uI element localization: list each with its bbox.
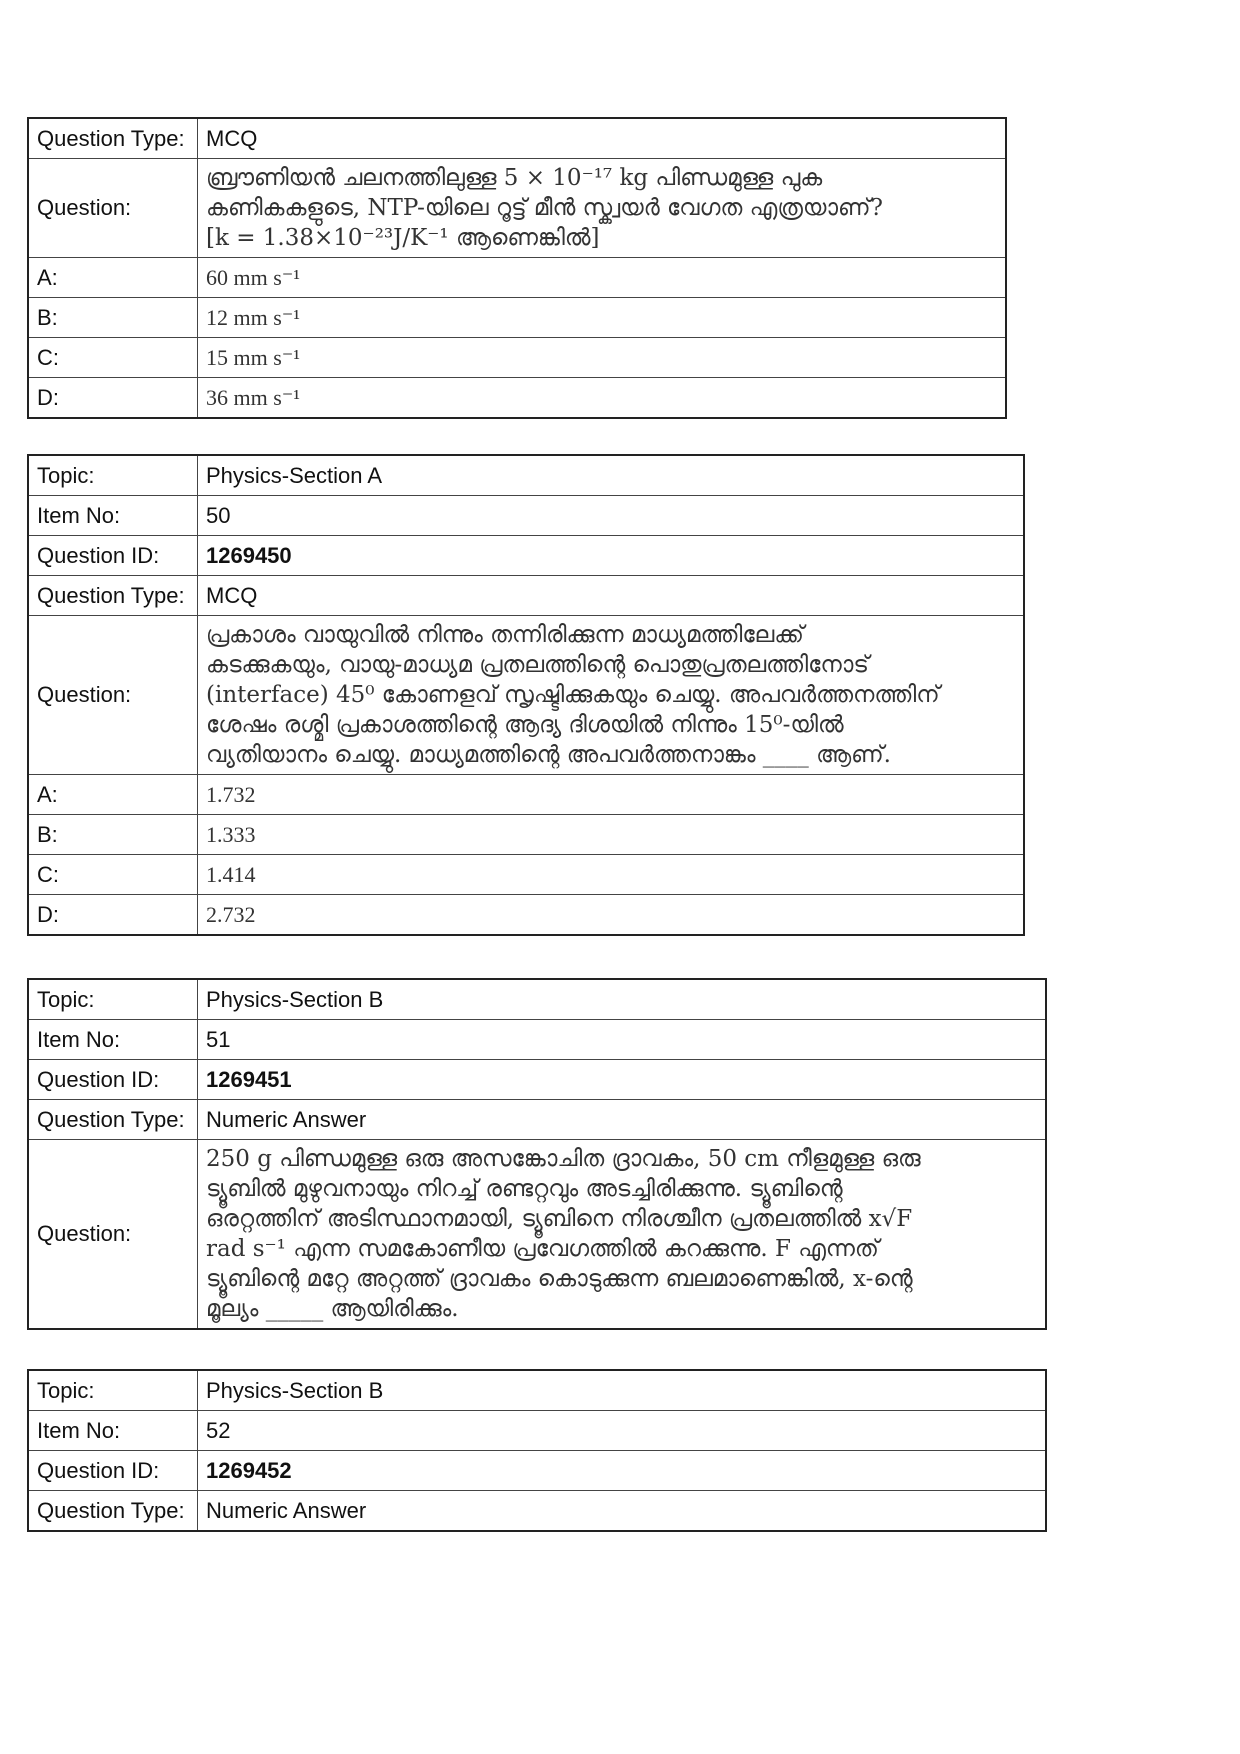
question-row: [28, 616, 1024, 775]
question-line: 250 g പിണ്ഡമുള്ള ഒരു അസങ്കോചിത ദ്രാവകം, 50 cm നീളമുള്ള ഒരു: [206, 1146, 921, 1172]
option-label-b: B:: [28, 298, 198, 338]
option-value-c: 15 mm s⁻¹: [198, 338, 1007, 378]
option-value-b: 1.333: [198, 815, 1025, 855]
option-row-b: [28, 815, 1024, 855]
question-text: [198, 159, 1007, 258]
question-type-value: MCQ: [198, 118, 1007, 159]
question-id-value: 1269451: [206, 1066, 292, 1092]
question-row: [28, 1140, 1046, 1330]
question-text: [198, 616, 1025, 775]
question-id-row: [28, 1451, 1046, 1491]
question-type-label: Question Type:: [28, 576, 198, 616]
item-no-value: 50: [198, 496, 1025, 536]
item-no-value: 51: [198, 1020, 1047, 1060]
option-label-c: C:: [28, 855, 198, 895]
question-type-value: Numeric Answer: [198, 1100, 1047, 1140]
question-line: മൂല്യം _____ ആയിരിക്കും.: [206, 1296, 459, 1322]
question-line: rad s⁻¹ എന്ന സമകോണീയ പ്രവേഗത്തിൽ കറക്കുന്നു. F എന്നത്: [206, 1236, 879, 1262]
question-type-row: [28, 576, 1024, 616]
question-type-row: [28, 118, 1006, 159]
question-line: കടക്കുകയും, വായു-മാധ്യമ പ്രതലത്തിന്റെ പൊതുപ്രതലത്തിനോട്: [206, 652, 869, 678]
option-label-d: D:: [28, 378, 198, 419]
topic-value: Physics-Section A: [198, 455, 1025, 496]
option-value-a: 1.732: [198, 775, 1025, 815]
topic-value: Physics-Section B: [198, 979, 1047, 1020]
question-type-value: MCQ: [198, 576, 1025, 616]
option-label-a: A:: [28, 258, 198, 298]
question-id-label: Question ID:: [28, 1451, 198, 1491]
question-id-row: [28, 1060, 1046, 1100]
item-no-label: Item No:: [28, 496, 198, 536]
question-label: Question:: [28, 616, 198, 775]
item-no-row: [28, 1020, 1046, 1060]
item-no-label: Item No:: [28, 1020, 198, 1060]
question-type-value: Numeric Answer: [198, 1491, 1047, 1532]
option-row-d: [28, 895, 1024, 936]
question-line: ബ്രൗണിയൻ ചലനത്തിലുള്ള 5 × 10⁻¹⁷ kg പിണ്ഡമുള്ള പുക: [206, 165, 823, 191]
option-label-a: A:: [28, 775, 198, 815]
topic-label: Topic:: [28, 979, 198, 1020]
topic-label: Topic:: [28, 1370, 198, 1411]
option-row-c: [28, 855, 1024, 895]
question-id-value: 1269450: [206, 542, 292, 568]
question-type-row: [28, 1100, 1046, 1140]
question-line: [k = 1.38×10⁻²³J/K⁻¹ ആണെങ്കിൽ]: [206, 225, 600, 251]
item-no-label: Item No:: [28, 1411, 198, 1451]
option-value-b: 12 mm s⁻¹: [198, 298, 1007, 338]
question-id-label: Question ID:: [28, 536, 198, 576]
topic-row: [28, 979, 1046, 1020]
question-line: കണികകളുടെ, NTP-യിലെ റൂട്ട് മീൻ സ്ക്വയർ വേഗത എത്രയാണ്?: [206, 195, 883, 221]
option-row-a: [28, 775, 1024, 815]
topic-row: [28, 1370, 1046, 1411]
question-text: [198, 1140, 1047, 1330]
item-no-value: 52: [198, 1411, 1047, 1451]
option-value-d: 36 mm s⁻¹: [198, 378, 1007, 419]
question-line: (interface) 45⁰ കോണളവ് സൃഷ്ടിക്കുകയും ചെയ്യു. അപവർത്തനത്തിന്: [206, 682, 940, 708]
question-line: ട്യൂബിൽ മുഴുവനായും നിറച്ച് രണ്ടറ്റവും അടച്ചിരിക്കുന്നു. ട്യൂബിന്റെ: [206, 1176, 843, 1202]
question-block-2: [27, 454, 1025, 936]
option-value-a: 60 mm s⁻¹: [198, 258, 1007, 298]
option-row-c: [28, 338, 1006, 378]
question-type-row: [28, 1491, 1046, 1532]
item-no-row: [28, 1411, 1046, 1451]
question-block-3: [27, 978, 1047, 1330]
topic-label: Topic:: [28, 455, 198, 496]
item-no-row: [28, 496, 1024, 536]
option-label-b: B:: [28, 815, 198, 855]
topic-row: [28, 455, 1024, 496]
option-label-d: D:: [28, 895, 198, 936]
question-line: ശേഷം രശ്മി പ്രകാശത്തിന്റെ ആദ്യ ദിശയിൽ നിന്നും 15⁰-യിൽ: [206, 712, 844, 738]
question-line: ഒരറ്റത്തിന് അടിസ്ഥാനമായി, ട്യൂബിനെ നിരശ്ചീന പ്രതലത്തിൽ x√F: [206, 1206, 913, 1232]
option-row-a: [28, 258, 1006, 298]
option-value-d: 2.732: [198, 895, 1025, 936]
option-row-b: [28, 298, 1006, 338]
question-id-row: [28, 536, 1024, 576]
question-line: വ്യതിയാനം ചെയ്യു. മാധ്യമത്തിന്റെ അപവർത്തനാങ്കം ____ ആണ്.: [206, 742, 891, 768]
question-id-value: 1269452: [206, 1457, 292, 1483]
question-line: ട്യൂബിന്റെ മറ്റേ അറ്റത്ത് ദ്രാവകം കൊടുക്കുന്ന ബലമാണെങ്കിൽ, x-ന്റെ: [206, 1266, 913, 1292]
question-block-1: [27, 117, 1007, 419]
question-row: [28, 159, 1006, 258]
question-block-4: [27, 1369, 1047, 1532]
option-row-d: [28, 378, 1006, 419]
question-label: Question:: [28, 1140, 198, 1330]
option-value-c: 1.414: [198, 855, 1025, 895]
question-type-label: Question Type:: [28, 1491, 198, 1532]
question-label: Question:: [28, 159, 198, 258]
question-type-label: Question Type:: [28, 1100, 198, 1140]
option-label-c: C:: [28, 338, 198, 378]
topic-value: Physics-Section B: [198, 1370, 1047, 1411]
question-type-label: Question Type:: [28, 118, 198, 159]
question-id-label: Question ID:: [28, 1060, 198, 1100]
question-line: പ്രകാശം വായുവിൽ നിന്നും തന്നിരിക്കുന്ന മാധ്യമത്തിലേക്ക്: [206, 622, 804, 648]
